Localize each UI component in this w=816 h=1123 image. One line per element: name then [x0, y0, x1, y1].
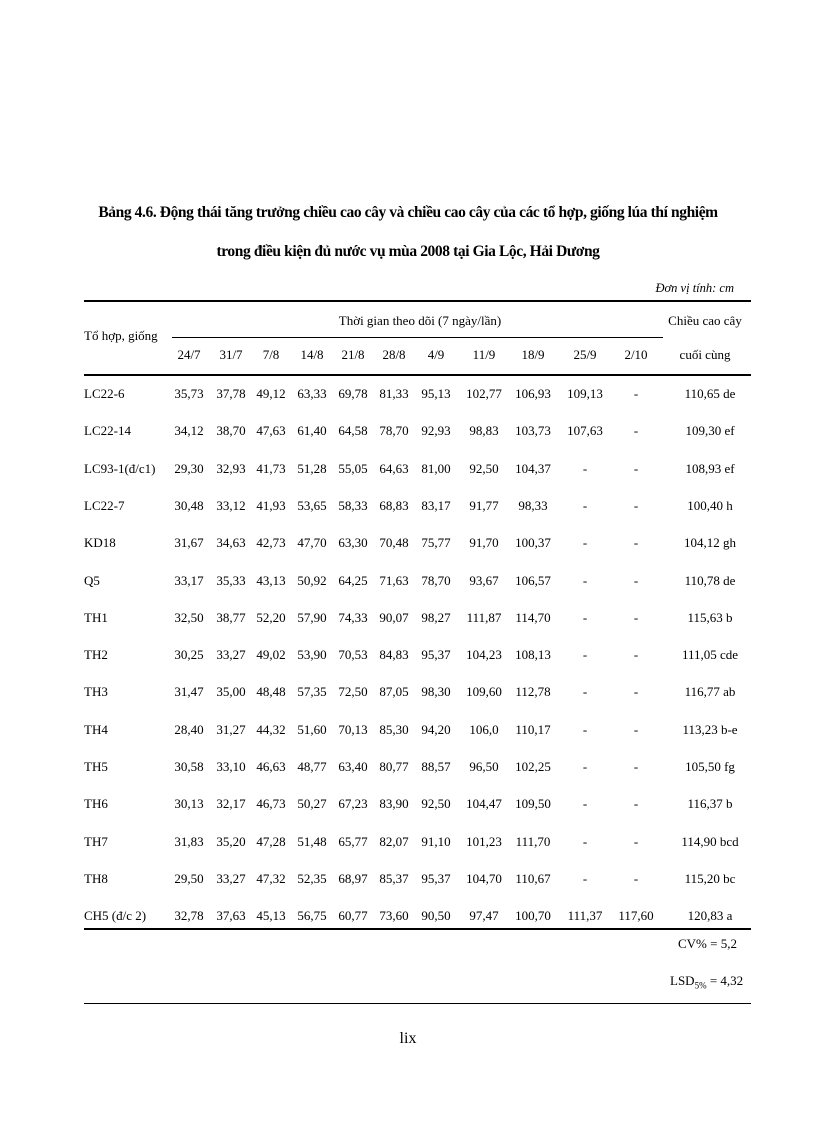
- footer-rule: [84, 1003, 751, 1004]
- table-cell: 31,47: [174, 684, 204, 700]
- table-cell: -: [582, 609, 588, 625]
- table-cell: 68,97: [338, 870, 368, 886]
- table-cell: 85,37: [379, 870, 409, 886]
- table-cell: 95,37: [421, 647, 451, 663]
- table-cell: 33,17: [174, 572, 204, 588]
- table-cell: -: [633, 535, 639, 551]
- row-name: TH2: [84, 647, 108, 663]
- lsd-subscript: 5%: [694, 980, 707, 991]
- table-cell: 84,83: [379, 647, 409, 663]
- table-cell: 78,70: [379, 423, 409, 439]
- table-cell: 80,77: [379, 759, 409, 774]
- header-date: 14/8: [300, 347, 324, 362]
- table-cell: -: [633, 497, 639, 513]
- table-cell: 65,77: [338, 833, 368, 849]
- table-cell: 30,25: [174, 647, 204, 663]
- table-cell: 104,23: [466, 647, 502, 663]
- table-cell: 106,0: [469, 721, 499, 737]
- final-height-cell: 110,78 de: [684, 572, 736, 588]
- table-cell: 52,20: [256, 609, 286, 625]
- table-cell: 44,32: [256, 721, 286, 737]
- table-cell: 98,33: [518, 497, 548, 513]
- table-cell: 43,13: [256, 572, 286, 588]
- table-cell: -: [633, 759, 639, 774]
- header-date: 4/9: [427, 347, 445, 362]
- table-cell: 32,93: [216, 460, 246, 476]
- table-cell: 51,60: [297, 721, 327, 737]
- table-cell: -: [633, 460, 639, 476]
- table-cell: 106,57: [515, 572, 551, 588]
- table-cell: 109,13: [567, 386, 603, 401]
- table-cell: -: [633, 684, 639, 700]
- row-name: TH5: [84, 759, 108, 774]
- table-cell: 97,47: [469, 908, 499, 924]
- table-cell: 53,65: [297, 497, 327, 513]
- table-cell: 92,93: [421, 423, 451, 439]
- table-cell: -: [633, 833, 639, 849]
- table-cell: 95,37: [421, 870, 451, 886]
- row-name: LC22-6: [84, 386, 125, 401]
- final-height-cell: 115,20 bc: [684, 870, 736, 886]
- table-cell: 102,77: [466, 386, 502, 401]
- table-cell: 47,70: [297, 535, 327, 551]
- table-cell: 114,70: [515, 609, 551, 625]
- table-cell: 46,63: [256, 759, 286, 774]
- table-cell: 53,90: [297, 647, 327, 663]
- table-cell: 55,05: [338, 460, 368, 476]
- header-final-line-1: Chiều cao cây: [668, 313, 742, 328]
- table-cell: 91,10: [421, 833, 451, 849]
- header-date: 28/8: [382, 347, 406, 362]
- table-cell: 46,73: [256, 796, 286, 812]
- table-cell: 50,92: [297, 572, 327, 588]
- header-group-rule: [172, 337, 663, 338]
- table-cell: 31,83: [174, 833, 204, 849]
- table-cell: 32,17: [216, 796, 246, 812]
- row-name: Q5: [84, 572, 100, 588]
- table-cell: -: [633, 609, 639, 625]
- row-name: TH6: [84, 796, 108, 812]
- table-cell: -: [582, 833, 588, 849]
- table-cell: 30,48: [174, 497, 204, 513]
- table-title-line-1: Bảng 4.6. Động thái tăng trưởng chiều cao cây và chiều cao cây của các tổ hợp, giống lúa thí nghiệm: [98, 204, 718, 221]
- table-cell: 100,70: [515, 908, 551, 924]
- table-cell: 63,30: [338, 535, 368, 551]
- header-final-line-2: cuối cùng: [679, 347, 731, 362]
- table-cell: 90,07: [379, 609, 409, 625]
- table-cell: 102,25: [515, 759, 551, 774]
- table-cell: 111,37: [567, 908, 603, 924]
- table-cell: 58,33: [338, 497, 368, 513]
- table-cell: 69,78: [338, 386, 368, 401]
- table-cell: 30,13: [174, 796, 204, 812]
- table-cell: 48,48: [256, 684, 286, 700]
- table-cell: 101,23: [466, 833, 502, 849]
- table-cell: 88,57: [421, 759, 451, 774]
- table-cell: 41,73: [256, 460, 286, 476]
- table-cell: 28,40: [174, 721, 204, 737]
- table-cell: 92,50: [421, 796, 451, 812]
- table-cell: -: [582, 535, 588, 551]
- final-height-cell: 114,90 bcd: [681, 833, 739, 849]
- table-cell: -: [633, 423, 639, 439]
- table-cell: 41,93: [256, 497, 286, 513]
- table-cell: 64,63: [379, 460, 409, 476]
- table-cell: 57,90: [297, 609, 327, 625]
- header-date: 11/9: [472, 347, 496, 362]
- table-cell: 67,23: [338, 796, 368, 812]
- table-cell: 106,93: [515, 386, 551, 401]
- final-height-cell: 110,65 de: [684, 386, 736, 401]
- table-cell: 29,50: [174, 870, 204, 886]
- table-cell: 94,20: [421, 721, 451, 737]
- table-cell: 98,30: [421, 684, 451, 700]
- table-cell: -: [582, 796, 588, 812]
- table-cell: 92,50: [469, 460, 499, 476]
- final-height-cell: 120,83 a: [687, 908, 733, 924]
- table-cell: 85,30: [379, 721, 409, 737]
- header-date: 21/8: [341, 347, 365, 362]
- table-cell: 63,33: [297, 386, 327, 401]
- lsd-value: [670, 973, 743, 991]
- row-name: LC22-7: [84, 497, 125, 513]
- table-cell: 103,73: [515, 423, 551, 439]
- table-cell: 91,77: [469, 497, 499, 513]
- header-date: 25/9: [573, 347, 597, 362]
- table-cell: -: [582, 870, 588, 886]
- table-cell: -: [582, 759, 588, 774]
- table-cell: 73,60: [379, 908, 409, 924]
- table-cell: 72,50: [338, 684, 368, 700]
- table-cell: 98,83: [469, 423, 499, 439]
- table-cell: 45,13: [256, 908, 286, 924]
- row-name: TH1: [84, 609, 108, 625]
- table-cell: 33,10: [216, 759, 246, 774]
- table-cell: 100,37: [515, 535, 551, 551]
- row-name: TH3: [84, 684, 108, 700]
- table-cell: 64,58: [338, 423, 368, 439]
- table-cell: 81,33: [379, 386, 409, 401]
- table-cell: 33,12: [216, 497, 246, 513]
- table-cell: 104,47: [466, 796, 502, 812]
- cv-value: CV% = 5,2: [678, 936, 737, 951]
- table-cell: 57,35: [297, 684, 327, 700]
- lsd-number: = 4,32: [706, 973, 744, 988]
- table-cell: 96,50: [469, 759, 499, 774]
- table-cell: 110,67: [515, 870, 551, 886]
- table-cell: 56,75: [297, 908, 327, 924]
- table-cell: 112,78: [515, 684, 551, 700]
- table-cell: -: [582, 572, 588, 588]
- table-cell: 47,32: [256, 870, 286, 886]
- row-name: CH5 (đ/c 2): [84, 908, 147, 924]
- table-cell: 38,70: [216, 423, 246, 439]
- table-cell: 52,35: [297, 870, 327, 886]
- unit-note: Đơn vị tính: cm: [655, 281, 734, 295]
- table-cell: 32,50: [174, 609, 204, 625]
- table-cell: -: [582, 684, 588, 700]
- table-cell: 50,27: [297, 796, 327, 812]
- table-cell: 81,00: [421, 460, 451, 476]
- table-cell: 48,77: [297, 759, 327, 774]
- final-height-cell: 113,23 b-e: [682, 721, 738, 737]
- table-cell: -: [633, 386, 639, 401]
- table-cell: 95,13: [421, 386, 451, 401]
- header-bottom-rule: [84, 374, 751, 376]
- table-cell: 104,37: [515, 460, 551, 476]
- table-cell: 33,27: [216, 647, 246, 663]
- table-cell: 111,87: [466, 609, 502, 625]
- page-number: lix: [399, 1030, 417, 1047]
- final-height-cell: 116,77 ab: [684, 684, 736, 700]
- table-cell: 71,63: [379, 572, 409, 588]
- table-cell: 33,27: [216, 870, 246, 886]
- final-height-cell: 109,30 ef: [685, 423, 735, 439]
- table-cell: 31,67: [174, 535, 204, 551]
- table-cell: 35,00: [216, 684, 246, 700]
- table-cell: 109,50: [515, 796, 551, 812]
- table-cell: -: [633, 870, 639, 886]
- header-group-label: Thời gian theo dõi (7 ngày/lần): [338, 313, 502, 328]
- table-cell: 93,67: [469, 572, 499, 588]
- final-height-cell: 115,63 b: [687, 609, 733, 625]
- header-date: 18/9: [521, 347, 545, 362]
- table-cell: 117,60: [618, 908, 654, 924]
- lsd-label: LSD: [670, 973, 695, 988]
- table-cell: -: [633, 572, 639, 588]
- table-cell: 68,83: [379, 497, 409, 513]
- table-cell: 108,13: [515, 647, 551, 663]
- table-cell: 47,28: [256, 833, 286, 849]
- table-cell: 49,02: [256, 647, 286, 663]
- table-cell: 47,63: [256, 423, 286, 439]
- table-cell: 30,58: [174, 759, 204, 774]
- table-cell: 98,27: [421, 609, 451, 625]
- table-cell: 75,77: [421, 535, 451, 551]
- table-cell: 110,17: [515, 721, 551, 737]
- row-name: TH7: [84, 833, 108, 849]
- table-cell: 104,70: [466, 870, 502, 886]
- table-cell: 82,07: [379, 833, 409, 849]
- header-date: 2/10: [624, 347, 648, 362]
- table-cell: 38,77: [216, 609, 246, 625]
- final-height-cell: 105,50 fg: [685, 759, 735, 774]
- table-cell: -: [582, 460, 588, 476]
- table-top-rule: [84, 300, 751, 302]
- table-cell: -: [633, 796, 639, 812]
- table-cell: 35,20: [216, 833, 246, 849]
- row-name: TH4: [84, 721, 108, 737]
- table-cell: 35,33: [216, 572, 246, 588]
- table-cell: 32,78: [174, 908, 204, 924]
- table-cell: 78,70: [421, 572, 451, 588]
- table-cell: 35,73: [174, 386, 204, 401]
- header-date: 7/8: [262, 347, 280, 362]
- table-cell: 49,12: [256, 386, 286, 401]
- final-height-cell: 116,37 b: [687, 796, 733, 812]
- table-cell: 34,12: [174, 423, 204, 439]
- table-cell: 34,63: [216, 535, 246, 551]
- table-cell: 74,33: [338, 609, 368, 625]
- table-cell: 111,70: [515, 833, 551, 849]
- table-cell: 90,50: [421, 908, 451, 924]
- final-height-cell: 104,12 gh: [684, 535, 736, 551]
- table-cell: 61,40: [297, 423, 327, 439]
- table-cell: 70,53: [338, 647, 368, 663]
- table-cell: 63,40: [338, 759, 368, 774]
- table-cell: -: [582, 497, 588, 513]
- header-date: 24/7: [177, 347, 201, 362]
- table-cell: 37,78: [216, 386, 246, 401]
- table-cell: 31,27: [216, 721, 246, 737]
- final-height-cell: 111,05 cde: [681, 647, 739, 663]
- table-bottom-rule: [84, 928, 751, 930]
- table-cell: -: [633, 647, 639, 663]
- final-height-cell: 108,93 ef: [685, 460, 735, 476]
- table-cell: 107,63: [567, 423, 603, 439]
- row-name: LC22-14: [84, 423, 131, 439]
- table-cell: -: [582, 721, 588, 737]
- final-height-cell: 100,40 h: [687, 497, 733, 513]
- table-cell: 37,63: [216, 908, 246, 924]
- row-name: LC93-1(đ/c1): [84, 460, 156, 476]
- row-name: KD18: [84, 535, 116, 551]
- table-cell: 83,90: [379, 796, 409, 812]
- table-cell: 51,28: [297, 460, 327, 476]
- table-cell: 83,17: [421, 497, 451, 513]
- table-cell: 64,25: [338, 572, 368, 588]
- header-row-label: Tổ hợp, giống: [84, 328, 158, 343]
- header-date: 31/7: [219, 347, 243, 362]
- row-name: TH8: [84, 870, 108, 886]
- table-cell: 29,30: [174, 460, 204, 476]
- table-title-line-2: trong điều kiện đủ nước vụ mùa 2008 tại Gia Lộc, Hải Dương: [216, 243, 600, 260]
- table-cell: 70,13: [338, 721, 368, 737]
- table-cell: 70,48: [379, 535, 409, 551]
- table-cell: 51,48: [297, 833, 327, 849]
- table-cell: 91,70: [469, 535, 499, 551]
- table-cell: 109,60: [466, 684, 502, 700]
- table-cell: -: [633, 721, 639, 737]
- table-cell: 87,05: [379, 684, 409, 700]
- table-cell: -: [582, 647, 588, 663]
- table-cell: 60,77: [338, 908, 368, 924]
- table-cell: 42,73: [256, 535, 286, 551]
